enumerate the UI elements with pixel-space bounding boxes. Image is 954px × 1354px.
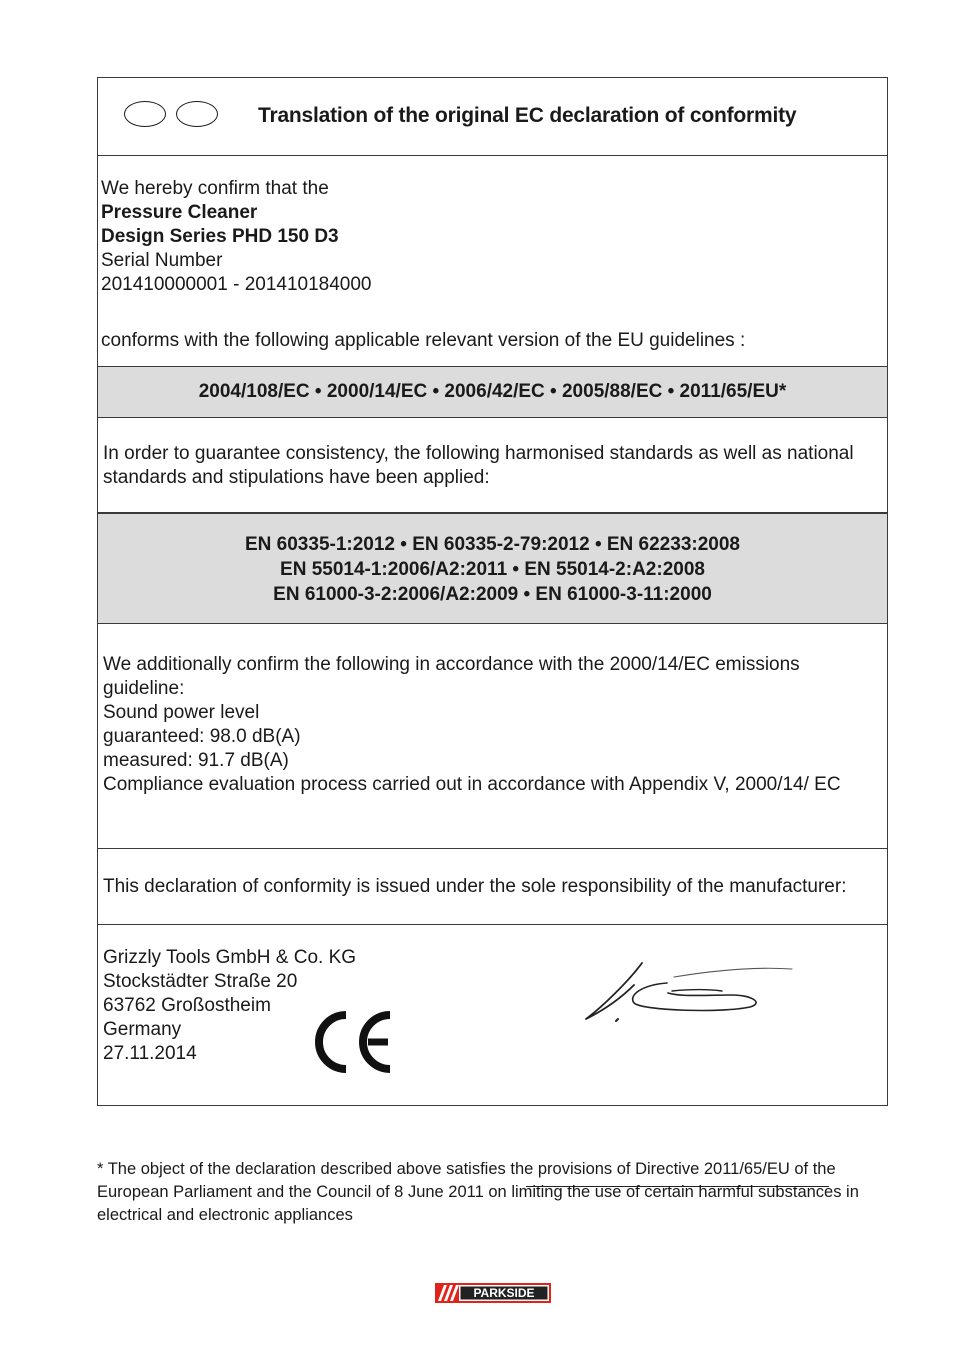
manufacturer-section [98,925,887,1105]
directives-row [98,367,887,418]
standard-line: EN 55014-1:2006/A2:2011 • EN 55014-2:A2:2008 [280,559,705,580]
standards-row [98,513,887,624]
serial-range: 201410000001 - 201410184000 [101,274,372,295]
compliance-text: Compliance evaluation process carried out in accordance with Appendix V, 2000/14/ EC [103,774,841,795]
standard-line: EN 60335-1:2012 • EN 60335-2-79:2012 • EN 62233:2008 [245,534,740,555]
parkside-logo-icon [435,1283,551,1303]
header-row [98,78,887,156]
brand-name: PARKSIDE [473,1286,535,1301]
conforms-text: conforms with the following applicable relevant version of the EU guidelines : [101,330,746,351]
responsibility-text: This declaration of conformity is issued under the sole responsibility of the manufacturer: [103,876,847,897]
measured-value: measured: 91.7 dB(A) [103,750,289,771]
guaranteed-value: guaranteed: 98.0 dB(A) [103,726,301,747]
responsibility-section [98,849,887,925]
emissions-section [98,624,887,849]
standards-intro-section [98,418,887,513]
signature-icon [582,955,812,1035]
declaration-date: 27.11.2014 [103,1043,197,1064]
serial-label: Serial Number [101,250,223,271]
ce-mark-icon [310,1009,394,1075]
manufacturer-street: Stockstädter Straße 20 [103,971,298,992]
language-ovals [124,101,228,132]
manufacturer-country: Germany [103,1019,182,1040]
manufacturer-city: 63762 Großostheim [103,995,271,1016]
intro-text: We hereby confirm that the [101,178,329,199]
product-name: Pressure Cleaner [101,202,258,223]
standards-intro-text: In order to guarantee consistency, the following harmonised standards as well as national standards and stipulations have been applied: [103,443,854,488]
product-section [98,156,887,367]
standards-list [98,532,887,607]
footnote: * The object of the declaration described above satisfies the provisions of Directive 2011/65/EU of the European Parliament and the Council of 8 June 2011 on limiting the use of certain harmful substances in electrical and electronic appliances [97,1160,859,1224]
emissions-guideline: We additionally confirm the following in accordance with the 2000/14/EC emissions guideline: [103,654,800,699]
language-oval-icon [124,101,166,127]
declaration-frame [97,77,888,1106]
sound-power-label: Sound power level [103,702,260,723]
standard-line: EN 61000-3-2:2006/A2:2009 • EN 61000-3-11:2000 [273,584,712,605]
manufacturer-name: Grizzly Tools GmbH & Co. KG [103,947,357,968]
directives-list: 2004/108/EC • 2000/14/EC • 2006/42/EC • 2005/88/EC • 2011/65/EU* [198,381,787,402]
product-info [101,177,372,297]
page-title: Translation of the original EC declaration of conformity [258,104,797,127]
emissions-text [103,653,883,797]
product-series: Design Series PHD 150 D3 [101,226,339,247]
language-oval-icon [176,101,218,127]
